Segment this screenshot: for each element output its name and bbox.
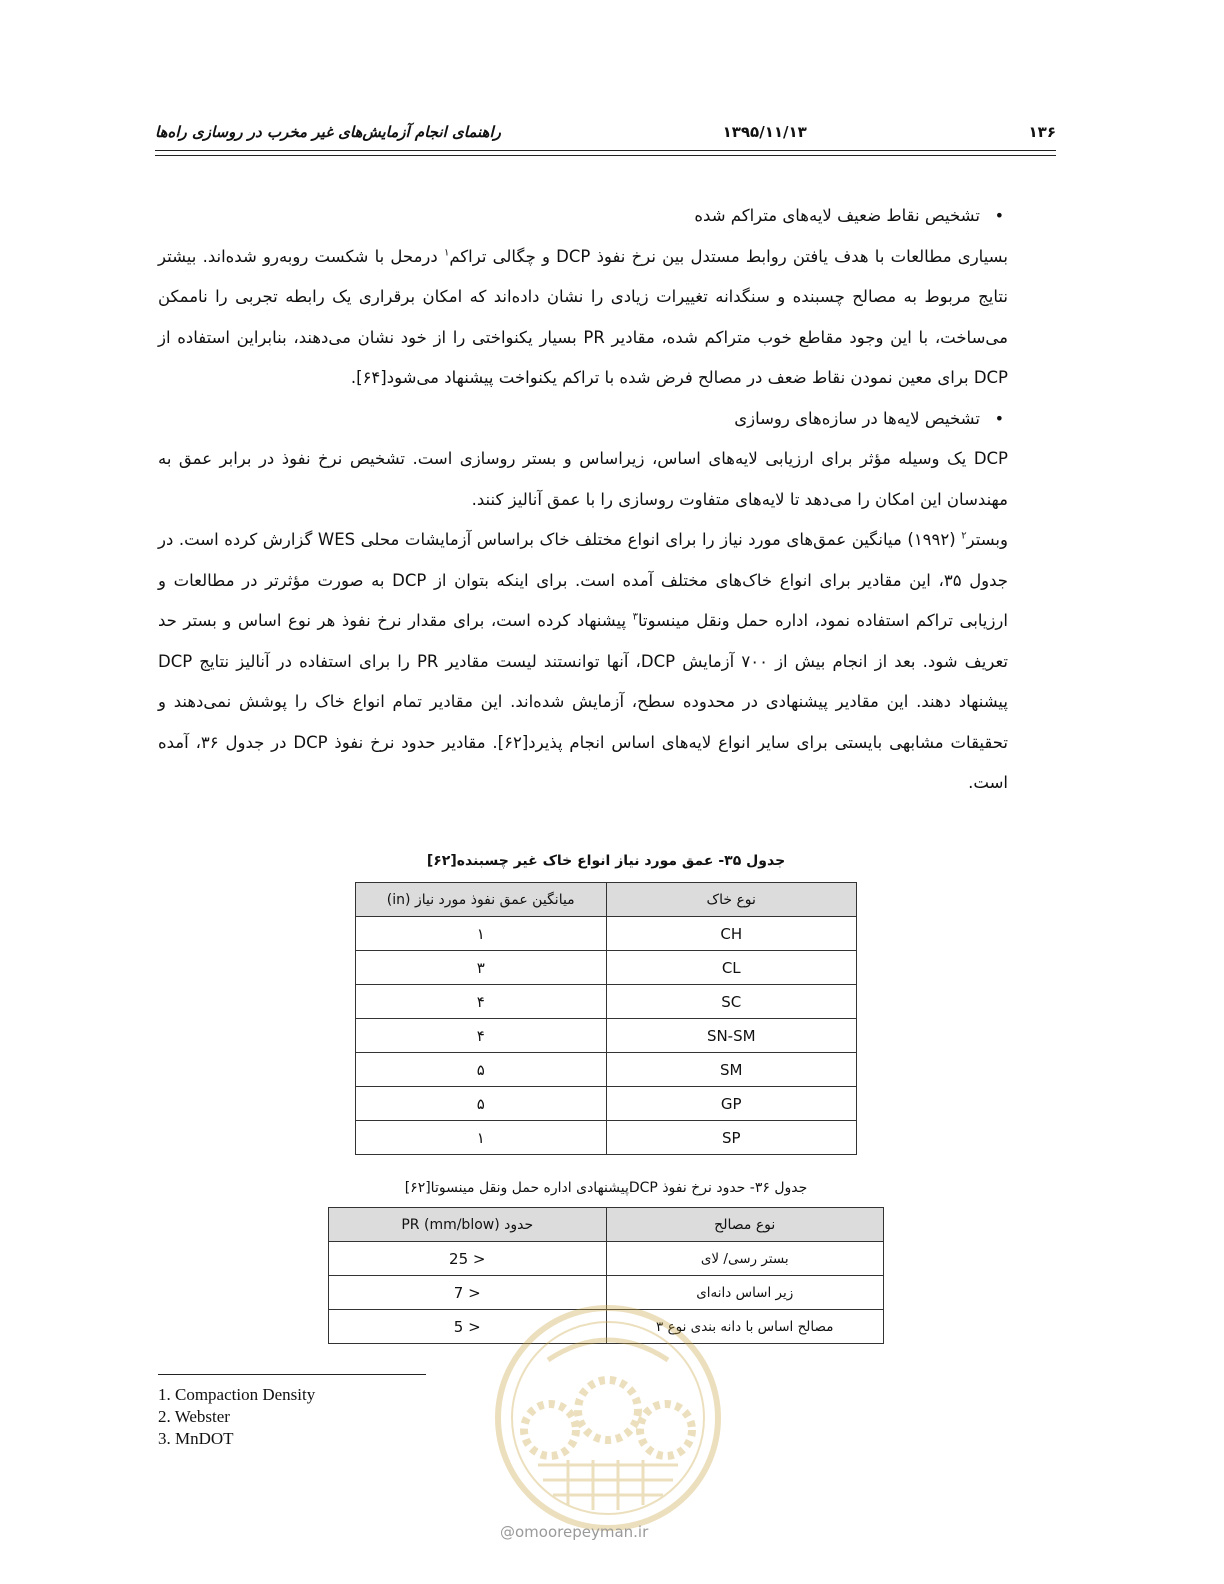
footnotes <box>158 1384 315 1450</box>
paragraph-1 <box>158 237 1008 399</box>
header-rule-bottom <box>155 155 1056 156</box>
table-row <box>356 1053 857 1087</box>
body-text <box>158 196 1008 804</box>
footnote-ref-1: ۱ <box>443 247 450 258</box>
table-cell: ۱ <box>356 917 607 951</box>
watermark-seal-icon <box>488 1300 728 1545</box>
paragraph-3-part-c: پیشنهاد کرده است، برای مقدار نرخ نفوذ هر نوع اساس و بستر حد تعریف شود. بعد از انجام بیش از ۷۰۰ آزمایش DCP، آنها توانستند لیست مقادیر PR را برای استفاده در آنالیز نتایج DCP پیشنهاد دهند. این مقادیر پیشنهادی در محدوده سطح، آزمایش شده‌اند. این مقادیر تمام انواع خاک را پوشش نمی‌دهند و تحقیقات مشابهی بایستی برای سایر انواع لایه‌های اساس انجام پذیرد[۶۲]. مقادیر حدود نرخ نفوذ DCP در جدول ۳۶، آمده است. <box>158 611 1008 792</box>
table-header-row <box>356 883 857 917</box>
table-cell: < 25 <box>329 1242 607 1276</box>
table-cell: ۵ <box>356 1053 607 1087</box>
paragraph-3 <box>158 520 1008 804</box>
table-cell: بستر رسی/ لای <box>606 1242 884 1276</box>
watermark-text: @omoorepeyman.ir <box>500 1523 649 1541</box>
footnote-3: 3. MnDOT <box>158 1429 234 1448</box>
footnote-rule <box>158 1374 426 1375</box>
paragraph-3-part-a: وبستر <box>966 530 1008 549</box>
table-cell: ۵ <box>356 1087 607 1121</box>
table-row <box>356 1087 857 1121</box>
paragraph-1-part-b: درمحل با شکست روبه‌رو شده‌اند. بیشتر نتایج مربوط به مصالح چسبنده و سنگدانه تغییرات زیادی را نشان داده‌اند که امکان برقراری یک رابطه تجربی را ناممکن می‌ساخت، با این وجود مقاطع خوب متراکم شده، مقادیر PR بسیار یکنواختی را از خود نشان می‌دهند، بنابراین استفاده از DCP برای معین نمودن نقاط ضعف در مصالح فرض شده با تراکم یکنواخت پیشنهاد می‌شود[۶۴]. <box>158 246 1008 387</box>
table-header-row <box>329 1208 884 1242</box>
footnote-1: 1. Compaction Density <box>158 1385 316 1404</box>
table-cell: CH <box>606 917 857 951</box>
table-cell: CL <box>606 951 857 985</box>
table-row <box>356 951 857 985</box>
paragraph-1-part-a: بسیاری مطالعات با هدف یافتن روابط مستدل بین نرخ نفوذ DCP و چگالی تراکم <box>449 246 1008 266</box>
table-cell: ۴ <box>356 1019 607 1053</box>
table-header-cell: میانگین عمق نفوذ مورد نیاز (in) <box>356 883 607 917</box>
table-cell: مصالح اساس با دانه بندی نوع ۳ <box>606 1310 884 1344</box>
table-row <box>356 917 857 951</box>
header-date: ۱۳۹۵/۱۱/۱۳ <box>722 123 807 141</box>
paragraph-2: DCP یک وسیله مؤثر برای ارزیابی لایه‌های اساس، زیراساس و بستر روسازی است. تشخیص نرخ نفوذ در برابر عمق به مهندسان این امکان را می‌دهد تا لایه‌های متفاوت روسازی را با عمق آنالیز کنند. <box>158 449 1008 509</box>
table-cell: SN-SM <box>606 1019 857 1053</box>
table-35-caption: جدول ۳۵- عمق مورد نیاز انواع خاک غیر چسبنده[۶۲] <box>426 853 786 869</box>
table-row <box>356 1121 857 1155</box>
table-cell: SC <box>606 985 857 1019</box>
table-cell: زیر اساس دانه‌ای <box>606 1276 884 1310</box>
header-title: راهنمای انجام آزمایش‌های غیر مخرب در روسازی راه‌ها <box>155 123 501 141</box>
table-36-caption: جدول ۳۶- حدود نرخ نفوذ DCPپیشنهادی اداره حمل ونقل مینسوتا[۶۲] <box>404 1180 808 1196</box>
table-35 <box>355 882 857 1155</box>
table-cell: SM <box>606 1053 857 1087</box>
table-cell: GP <box>606 1087 857 1121</box>
table-header-cell: نوع مصالح <box>606 1208 884 1242</box>
table-row <box>356 985 857 1019</box>
table-row <box>356 1019 857 1053</box>
footnote-ref-2: ۲ <box>961 530 967 542</box>
footnote-ref-3: ۳ <box>632 611 639 623</box>
page-number: ۱۳۶ <box>1028 123 1056 141</box>
table-cell: < 7 <box>329 1276 607 1310</box>
paragraph-3-part-b: (۱۹۹۲) میانگین عمق‌های مورد نیاز را برای انواع مختلف خاک براساس آزمایشات محلی WES گزارش کرده است. در جدول ۳۵، این مقادیر برای انواع خاک‌های مختلف آمده است. برای اینکه بتوان از DCP به صورت مؤثرتر در مطالعات و ارزیابی تراکم استفاده نمود، اداره حمل ونقل مینسوتا <box>158 530 1009 630</box>
table-cell: ۱ <box>356 1121 607 1155</box>
page-header <box>155 118 1056 146</box>
table-cell: ۳ <box>356 951 607 985</box>
table-cell: ۴ <box>356 985 607 1019</box>
table-header-cell: حدود PR (mm/blow) <box>329 1208 607 1242</box>
header-rule-top <box>155 150 1056 151</box>
table-row <box>329 1242 884 1276</box>
table-header-cell: نوع خاک <box>606 883 857 917</box>
bullet-weak-points: • تشخیص نقاط ضعیف لایه‌های متراکم شده <box>158 196 1008 237</box>
table-cell: < 5 <box>329 1310 607 1344</box>
bullet-layer-detection: • تشخیص لایه‌ها در سازه‌های روسازی <box>158 399 1008 440</box>
footnote-2: 2. Webster <box>158 1407 230 1426</box>
table-cell: SP <box>606 1121 857 1155</box>
